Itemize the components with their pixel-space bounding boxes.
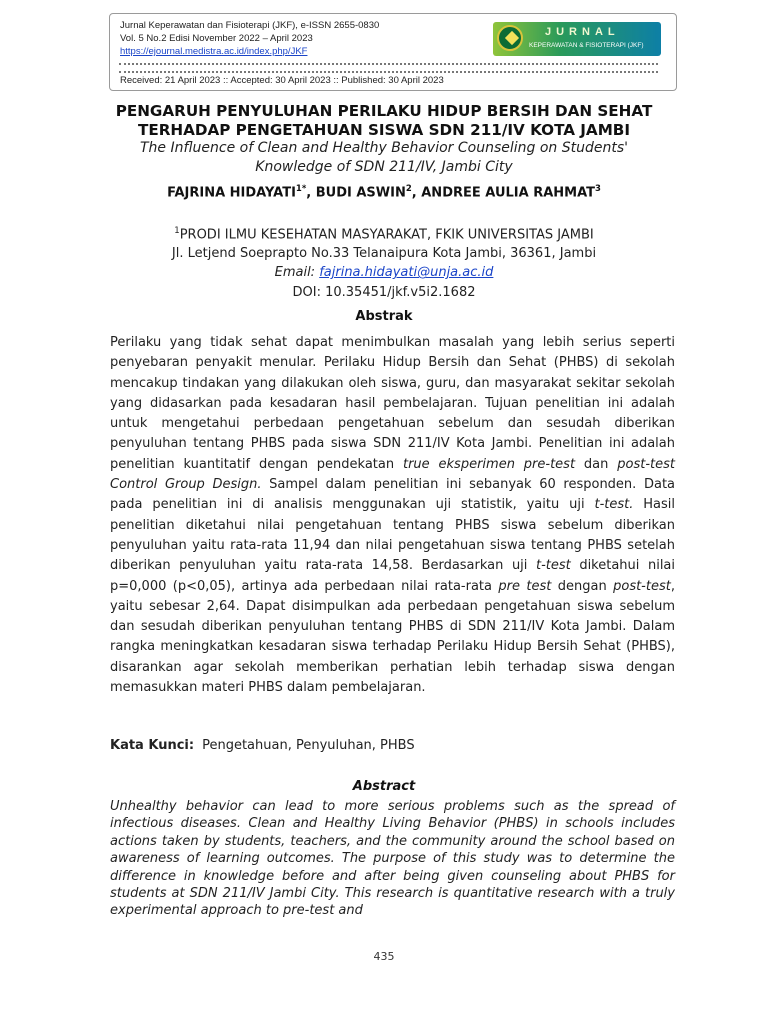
affiliation-block (0, 222, 768, 282)
journal-volume-line: Vol. 5 No.2 Edisi November 2022 – April 2023 (120, 33, 313, 44)
affiliation-line-1: $^1$PRODI ILMU KESEHATAN MASYARAKAT, FKIK UNIVERSITAS JAMBI (174, 226, 594, 243)
affiliation-address: Jl. Letjend Soeprapto No.33 Telanaipura Kota Jambi, 36361, Jambi (171, 246, 597, 262)
author-3-sup: 3 (595, 184, 601, 194)
abstrak-heading: Abstrak (355, 309, 413, 324)
keywords-label: Kata Kunci: (110, 738, 195, 753)
email-label: Email: (274, 265, 316, 281)
logo-subtitle: KEPERAWATAN & FISIOTERAPI (JKF) (529, 42, 644, 49)
abstract-heading: Abstract (352, 779, 416, 794)
author-list: FAJRINA $HIDAYATI^{1*}$, BUDI ASWIN$^2$, ANDREE AULIA RAHMAT$^3$ (167, 184, 601, 201)
journal-name-line: Jurnal Keperawatan dan Fisioterapi (JKF), e-ISSN 2655-0830 (120, 20, 380, 31)
logo-title: JURNAL (545, 26, 620, 38)
journal-url-link[interactable]: https://ejournal.medistra.ac.id/index.php/JKF (120, 46, 308, 57)
author-3: ANDREE AULIA RAHMAT (421, 185, 596, 201)
abstract-body-english: Unhealthy behavior can lead to more serious problems such as the spread of infectious diseases. Clean and Healthy Living Behavior (PHBS) in schools includes actions taken by students, teachers, and the community around the school based on awareness of learning outcomes. The purpose of this study was to determine the difference in knowledge before and after being given counseling about PHBS for students at SDN 211/IV Jambi City. This research is quantitative research with a truly experimental approach to pre-test and (110, 799, 675, 919)
affiliation-email-line (0, 263, 768, 282)
title-en-line-2: Knowledge of SDN 211/IV, Jambi City (255, 159, 513, 175)
email-link[interactable]: fajrina.hidayati@unja.ac.id (319, 265, 494, 281)
title-id-line-2: TERHADAP PENGETAHUAN SISWA SDN 211/IV KOTA JAMBI (137, 121, 631, 139)
keywords-values: Pengetahuan, Penyuluhan, PHBS (202, 738, 415, 753)
paper-title-english (0, 139, 768, 177)
journal-header-box (109, 13, 677, 91)
header-divider (119, 63, 658, 73)
doi-text: DOI: 10.35451/jkf.v5i2.1682 (292, 285, 476, 300)
abstrak-body: Perilaku yang tidak sehat dapat menimbulkan masalah yang lebih serius seperti penyebaran penyakit menular. Perilaku Hidup Bersih dan Sehat (PHBS) di sekolah mencakup tindakan yang dilakukan oleh siswa, guru, dan masyarakat sekitar sekolah yang didasarkan pada kesadaran hasil pembelajaran. Tujuan penelitian ini adalah untuk mengetahui perbedaan pengetahuan sebelum dan sesudah diberikan penyuluhan tentang PHBS pada siswa SDN 211/IV Kota Jambi. Penelitian ini adalah penelitian kuantitatif dengan pendekatan true eksperimen pre-test dan post-test Control Group Design. Sampel dalam penelitian ini sebanyak 60 responden. Data pada penelitian ini di analisis menggunakan uji statistik, yaitu uji t-test. Hasil penelitian diketahui nilai pengetahuan tentang PHBS siswa sebelum diberikan penyuluhan yaitu rata-rata 11,94 dan nilai pengetahuan siswa tentang PHBS setelah diberikan penyuluhan yaitu rata-rata 14,58. Berdasarkan uji t-test diketahui nilai p=0,000 (p<0,05), artinya ada perbedaan nilai rata-rata pre test dengan post-test, yaitu sebesar 2,64. Dapat disimpulkan ada perbedaan pengetahuan siswa sebelum dan sesudah diberikan penyuluhan tentang PHBS di SDN 211/IV Kota Jambi. Dalam rangka meningkatkan kesadaran siswa terhadap Perilaku Hidup Bersih Sehat (PHBS), disarankan agar sekolah memberikan perhatian lebih terhadap siswa dengan memasukkan materi PHBS dalam pembelajaran. (110, 335, 676, 696)
affiliation-sup: 1 (174, 226, 180, 236)
keywords-line (110, 738, 415, 753)
submission-dates-line: Received: 21 April 2023 :: Accepted: 30 April 2023 :: Published: 30 April 2023 (120, 75, 444, 86)
journal-logo (493, 22, 661, 56)
university-seal-icon (497, 25, 523, 51)
page-number: 435 (373, 950, 395, 963)
title-id-line-1: PENGARUH PENYULUHAN PERILAKU HIDUP BERSIH DAN SEHAT (115, 102, 653, 120)
author-1: FAJRINA HIDAYATI (167, 185, 296, 201)
author-2-sup: 2 (405, 184, 412, 194)
paper-title-indonesian (0, 102, 768, 140)
title-en-line-1: The Influence of Clean and Healthy Behavior Counseling on Students' (139, 140, 629, 156)
author-2: BUDI ASWIN (315, 185, 406, 201)
author-1-sup: 1* (295, 184, 307, 194)
